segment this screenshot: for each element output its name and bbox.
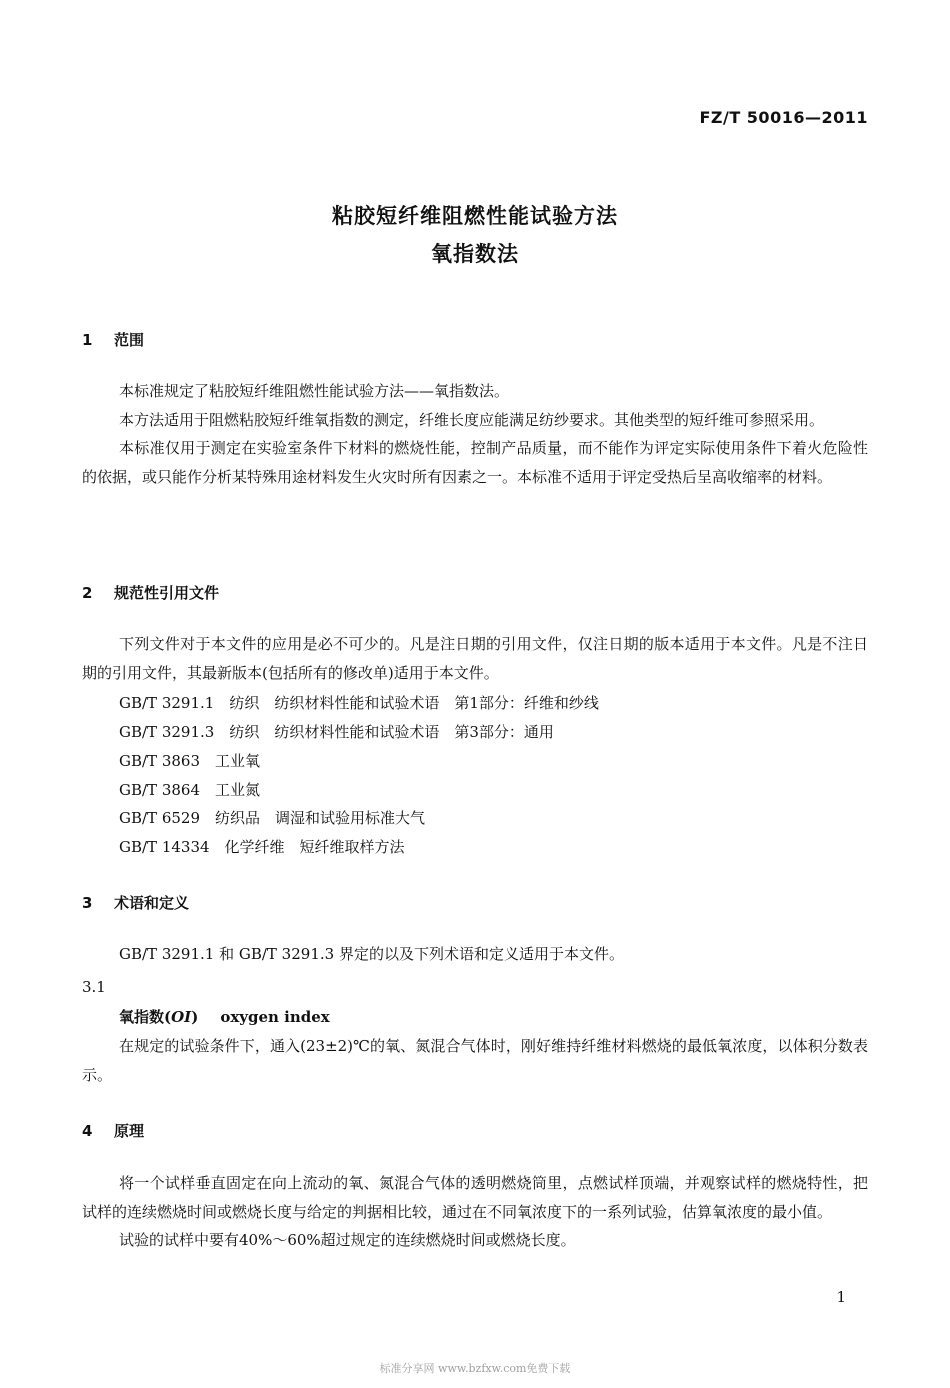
section-number: 1 [82,331,93,349]
section-title: 术语和定义 [114,894,190,912]
paragraph: 本标准规定了粘胶短纤维阻燃性能试验方法——氧指数法。 [119,382,510,400]
paragraph: 在规定的试验条件下，通入(23±2)℃的氧、氮混合气体时，刚好维持纤维材料燃烧的最低氧浓度，以体积分数表示。 [82,1037,868,1084]
reference-item: GB/T 3863 工业氧 [119,752,261,770]
term-entry [119,1006,330,1027]
reference-item: GB/T 3291.1 纺织 纺织材料性能和试验术语 第1部分：纤维和纱线 [119,694,599,712]
section-title: 原理 [114,1122,145,1140]
reference-item: GB/T 3864 工业氮 [119,781,261,799]
document-subtitle: 氧指数法 [431,242,519,266]
section-principle-body [82,1169,868,1255]
subclause-number: 3.1 [82,978,106,996]
paragraph: 将一个试样垂直固定在向上流动的氧、氮混合气体的透明燃烧筒里，点燃试样顶端，并观察试样的燃烧特性，把试样的连续燃烧时间或燃烧长度与给定的判据相比较，通过在不同氧浓度下的一系列试验，估算氧浓度的最小值。 [82,1174,868,1221]
term-definition [82,1032,868,1089]
paragraph: 试验的试样中要有40%～60%超过规定的连续燃烧时间或燃烧长度。 [119,1231,576,1249]
section-heading-scope [82,329,144,350]
section-heading-principle [82,1120,144,1141]
page-number: 1 [836,1288,846,1306]
reference-item: GB/T 6529 纺织品 调湿和试验用标准大气 [119,809,426,827]
term-close-paren: ) [191,1008,199,1026]
paragraph: 本方法适用于阻燃粘胶短纤维氧指数的测定，纤维长度应能满足纺纱要求。其他类型的短纤维可参照采用。 [119,410,825,429]
paragraph: 本标准仅用于测定在实验室条件下材料的燃烧性能，控制产品质量，而不能作为评定实际使用条件下着火危险性的依据，或只能作分析某特殊用途材料发生火灾时所有因素之一。本标准不适用于评定受热后呈高收缩率的材料。 [82,439,868,486]
document-title: 粘胶短纤维阻燃性能试验方法 [332,204,618,228]
section-number: 4 [82,1122,93,1140]
reference-item: GB/T 3291.3 纺织 纺织材料性能和试验术语 第3部分：通用 [119,723,554,741]
reference-item: GB/T 14334 化学纤维 短纤维取样方法 [119,838,405,856]
section-title: 规范性引用文件 [114,584,220,602]
section-title: 范围 [114,331,145,349]
section-scope-body [82,377,868,491]
section-heading-normative-references [82,582,219,603]
section-number: 3 [82,894,93,912]
paragraph: 下列文件对于本文件的应用是必不可少的。凡是注日期的引用文件，仅注日期的版本适用于本文件。凡是不注日期的引用文件，其最新版本(包括所有的修改单)适用于本文件。 [82,635,868,682]
section-heading-terms [82,892,189,913]
section-number: 2 [82,584,93,602]
term-chinese: 氧指数( [119,1008,172,1026]
term-abbreviation: OI [171,1008,192,1026]
term-english: oxygen index [220,1008,330,1026]
standard-code: FZ/T 50016—2011 [699,108,868,127]
section-references-body [82,630,868,687]
paragraph: GB/T 3291.1 和 GB/T 3291.3 界定的以及下列术语和定义适用于本文件。 [119,945,624,963]
section-terms-body [82,940,868,969]
watermark-footer: 标准分享网 www.bzfxw.com免费下载 [379,1362,571,1375]
